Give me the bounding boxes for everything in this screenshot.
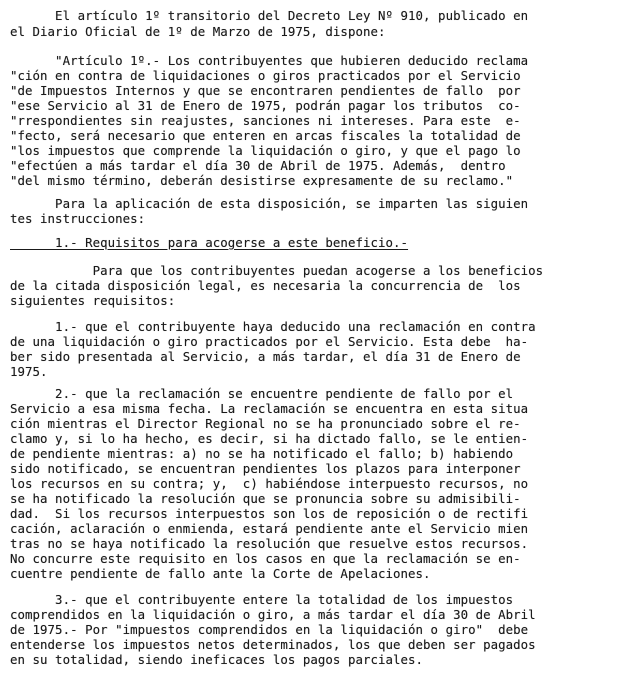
doc-line: de 1975.- Por "impuestos comprendidos en la liquidación o giro" debe [10,622,529,637]
doc-line: comprendidos en la liquidación o giro, a más tardar el día 30 de Abril [10,607,536,622]
doc-line: 1.- que el contribuyente haya deducido una reclamación en contra [10,319,536,334]
doc-line: 2.- que la reclamación se encuentre pendiente de fallo por el [10,386,514,401]
doc-line: Para que los contribuyentes puedan acogerse a los beneficios [10,263,544,278]
doc-line: de pendiente mientras: a) no se ha notificado el fallo; b) habiendo [10,446,514,461]
doc-line: "del mismo término, deberán desistirse expresamente de su reclamo." [10,173,514,188]
doc-line: se ha notificado la resolución que se pronuncia sobre su admisibili- [10,491,521,506]
doc-line: "rrespondientes sin reajustes, sanciones ni intereses. Para este e- [10,113,521,128]
doc-line: cuentre pendiente de fallo ante la Corte de Apelaciones. [10,566,431,581]
doc-line: de una liquidación o giro practicados por el Servicio. Esta debe ha- [10,334,529,349]
doc-line: dad. Si los recursos interpuestos son los de reposición o de rectifi [10,506,529,521]
doc-line: "fecto, será necesario que enteren en arcas fiscales la totalidad de [10,128,521,143]
doc-line: 3.- que el contribuyente entere la totalidad de los impuestos [10,592,514,607]
doc-line: en su totalidad, siendo ineficaces los pagos parciales. [10,652,424,667]
doc-line: entenderse los impuestos netos determinados, los que deben ser pagados [10,637,536,652]
doc-line: "los impuestos que comprende la liquidación o giro, y que el pago lo [10,143,521,158]
doc-line: 1975. [10,364,48,379]
doc-line: No concurre este requisito en los casos en que la reclamación se en- [10,551,521,566]
doc-line: El artículo 1º transitorio del Decreto Ley Nº 910, publicado en [10,8,529,23]
doc-line: ción mientras el Director Regional no se ha pronunciado sobre el re- [10,416,521,431]
doc-line: cación, aclaración o enmienda, estará pendiente ante el Servicio mien [10,521,529,536]
doc-line: tras no se haya notificado la resolución que resuelve estos recursos. [10,536,529,551]
doc-line: tes instrucciones: [10,211,146,226]
doc-line: los recursos en su contra; y, c) habiéndose interpuesto recursos, no [10,476,529,491]
doc-line: siguientes requisitos: [10,293,176,308]
doc-line: ber sido presentada al Servicio, a más tardar, el día 31 de Enero de [10,349,521,364]
doc-line: Servicio a esa misma fecha. La reclamación se encuentra en esta situa [10,401,529,416]
section-heading: 1.- Requisitos para acogerse a este beneficio.- [10,235,409,250]
doc-line: sido notificado, se encuentran pendientes los plazos para interponer [10,461,521,476]
doc-line: clamo y, si lo ha hecho, es decir, si ha dictado fallo, se le entien- [10,431,529,446]
doc-line: "Artículo 1º.- Los contribuyentes que hubieren deducido reclama [10,53,529,68]
doc-line: "ese Servicio al 31 de Enero de 1975, podrán pagar los tributos co- [10,98,521,113]
doc-line: "ción en contra de liquidaciones o giros practicados por el Servicio [10,68,521,83]
doc-line: Para la aplicación de esta disposición, se imparten las siguien [10,196,529,211]
doc-line: "de Impuestos Internos y que se encontraren pendientes de fallo por [10,83,521,98]
doc-line: de la citada disposición legal, es necesaria la concurrencia de los [10,278,521,293]
doc-line: "efectúen a más tardar el día 30 de Abril de 1975. Además, dentro [10,158,506,173]
doc-line: el Diario Oficial de 1º de Marzo de 1975, dispone: [10,24,386,39]
